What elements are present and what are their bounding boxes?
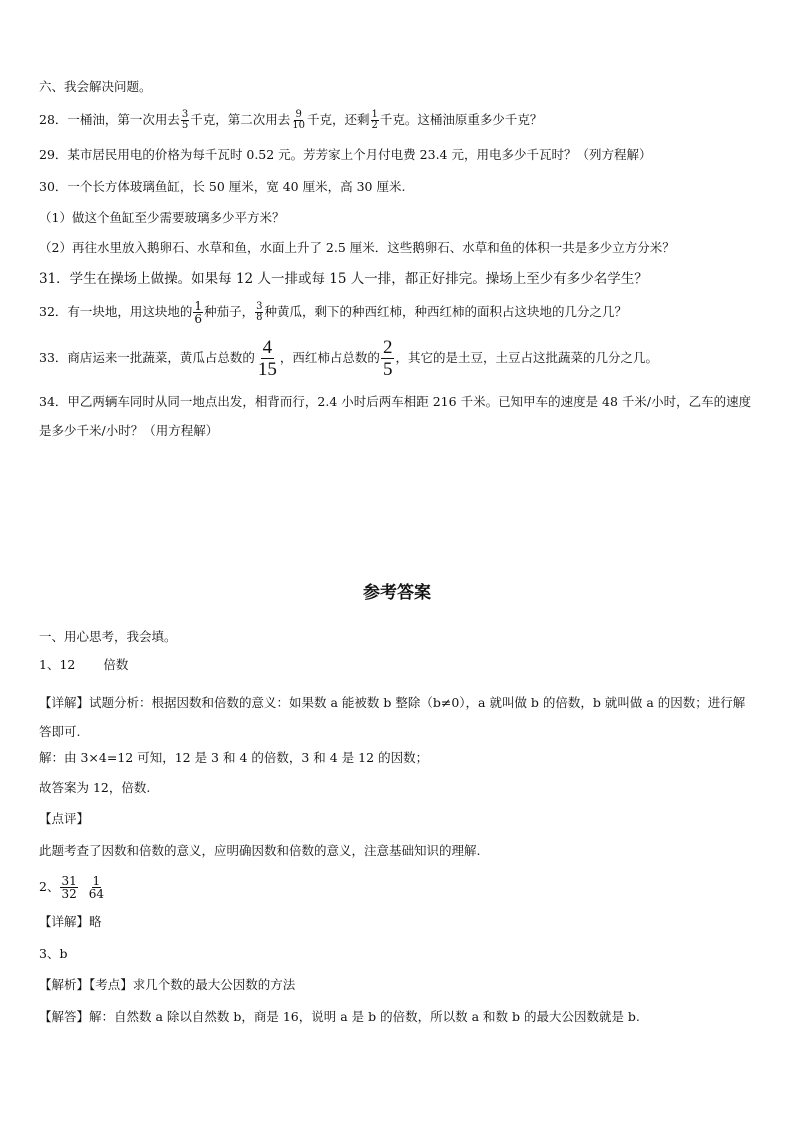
answer-1-result: 故答案为 12，倍数. — [39, 780, 151, 795]
question-32: 32．有一块地，用这块地的 $\frac{1}{6}$ 种茄子， $\frac{3}{8}$ 种黄瓜，剩下的种西红柿，种西红柿的面积占这块地的几分之几？ — [39, 299, 627, 326]
fraction: $\frac{1}{2}$ — [371, 109, 378, 131]
fraction: $\frac{3}{5}$ — [181, 109, 189, 131]
fraction: $\frac{1}{6}$ — [194, 299, 203, 326]
question-28: 28．一桶油，第一次用去 $\frac{3}{5}$ 千克，第二次用去 $\frac{9}{10}$ 千克，还剩 $\frac{1}{2}$ 千克。这桶油原重多少千克？ — [39, 109, 543, 131]
fraction: $\frac{31}{32}$ — [61, 874, 77, 901]
question-31: 31．学生在操场上做操。如果每 12 人一排或每 15 人一排，都正好排完。操场上至少有多少名学生？ — [39, 271, 648, 287]
answers-section-1: 一、用心思考，我会填。 — [39, 629, 177, 644]
fraction: $\frac{1}{64}$ — [88, 874, 105, 901]
answer-1-solution: 解：由 3×4=12 可知，12 是 3 和 4 的倍数，3 和 4 是 12 的因数； — [39, 750, 429, 765]
answer-1-detail: 【详解】试题分析：根据因数和倍数的意义：如果数 a 能被数 b 整除（b≠0），a 就叫做 b 的倍数，b 就叫做 a 的因数；进行解答即可. — [39, 695, 746, 739]
section-heading-6: 六、我会解决问题。 — [39, 79, 152, 94]
answer-3: 3、b — [39, 946, 68, 961]
answer-2: 2、 $\frac{31}{32}$ $\frac{1}{64}$ — [39, 874, 105, 901]
answer-1: 1、12 倍数 — [39, 657, 129, 672]
question-34: 34．甲乙两辆车同时从同一地点出发，相背而行，2.4 小时后两车相距 216 千米。已知甲车的速度是 48 千米/小时，乙车的速度是多少千米/小时？（用方程解） — [39, 394, 752, 438]
question-33: 33．商店运来一批蔬菜，黄瓜占总数的 $\frac{4}{15}$ ，西红柿占总数的 $\frac{2}{5}$ ，其它的是土豆，土豆占这批蔬菜的几分之几。 — [39, 337, 658, 380]
fraction: $\frac{2}{5}$ — [382, 337, 393, 380]
question-30-part-1: （1）做这个鱼缸至少需要玻璃多少平方米？ — [39, 210, 285, 225]
fraction: $\frac{4}{15}$ — [257, 337, 277, 380]
answer-1-comment-tag: 【点评】 — [39, 811, 90, 826]
question-30: 30．一个长方体玻璃鱼缸，长 50 厘米，宽 40 厘米，高 30 厘米. — [39, 179, 406, 194]
answer-3-solution: 【解答】解：自然数 a 除以自然数 b，商是 16，说明 a 是 b 的倍数，所以数 a 和数 b 的最大公因数就是 b. — [39, 1009, 640, 1024]
question-29: 29．某市居民用电的价格为每千瓦时 0.52 元。芳芳家上个月付电费 23.4 元，用电多少千瓦时？（列方程解） — [39, 147, 652, 162]
question-30-part-2: （2）再往水里放入鹅卵石、水草和鱼，水面上升了 2.5 厘米．这些鹅卵石、水草和鱼的体积一共是多少立方分米？ — [39, 240, 675, 255]
answers-title: 参考答案 — [363, 583, 431, 603]
fraction: $\frac{9}{10}$ — [292, 109, 306, 131]
answer-3-analysis: 【解析】【考点】求几个数的最大公因数的方法 — [39, 977, 296, 992]
answer-2-detail: 【详解】略 — [39, 914, 102, 929]
fraction: $\frac{3}{8}$ — [256, 301, 263, 323]
answer-1-comment: 此题考查了因数和倍数的意义，应明确因数和倍数的意义，注意基础知识的理解. — [39, 843, 481, 858]
